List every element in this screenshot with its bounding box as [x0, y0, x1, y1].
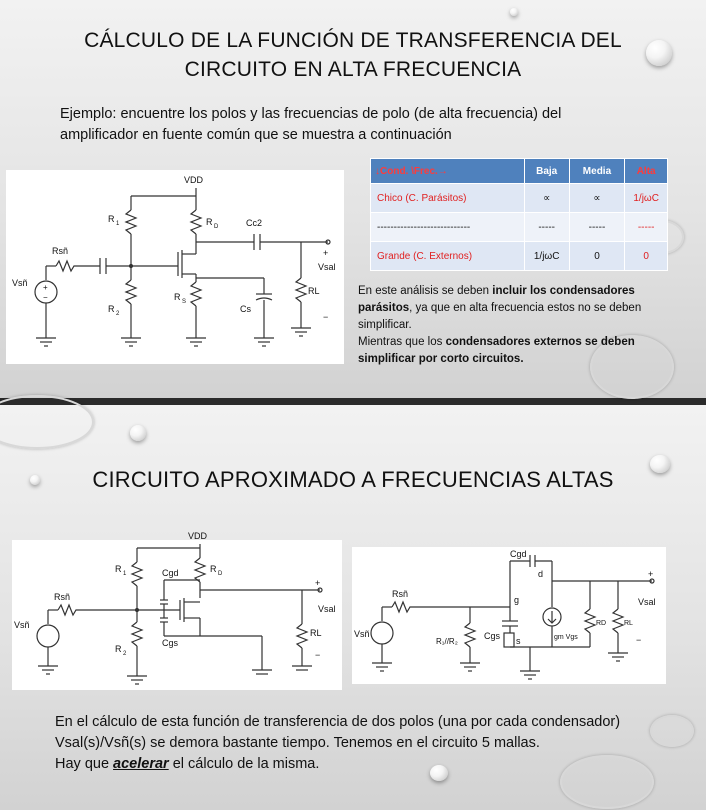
label-vdd: VDD [188, 531, 208, 541]
table-row [371, 213, 668, 242]
slide-1-title [60, 26, 646, 84]
label-cs: Cs [240, 304, 251, 314]
table-row [371, 184, 668, 213]
common-source-amplifier-circuit [6, 170, 344, 364]
label-rs-sub: S [182, 299, 187, 305]
note-paragraph-1 [358, 283, 688, 334]
note-p1-text-end: , ya que en alta frecuencia estos no se deben simplificar. [358, 302, 642, 331]
slide-2-title: CIRCUITO APROXIMADO A FRECUENCIAS ALTAS [92, 467, 614, 492]
label-rd-sub: D [218, 571, 223, 577]
conditions-table [370, 158, 668, 271]
table-cell: 0 [569, 242, 625, 271]
table-header: ↓Cond. \Frec.→ [371, 159, 525, 184]
label-vsal: Vsal [318, 604, 336, 614]
body-line2: Vsal(s)/Vsñ(s) se demora bastante tiempo. Tenemos en el circuito 5 mallas. [55, 735, 540, 751]
label-r1-sub: 1 [123, 571, 127, 577]
label-minus: − [323, 312, 329, 322]
note-paragraph-2 [358, 334, 688, 368]
note-p2-bold: condensadores externos se deben simplificar por corto circuitos. [358, 336, 635, 365]
label-vsn: Vsñ [14, 620, 30, 630]
label-rsn: Rsñ [54, 592, 71, 602]
label-source-plus: + [43, 283, 48, 292]
note-p2-text: Mientras que los [358, 336, 446, 348]
label-rl: RL [624, 620, 633, 627]
label-vsal: Vsal [318, 262, 336, 272]
label-cgs: Cgs [162, 638, 179, 648]
intro-line1: Ejemplo: encuentre los polos y las frecuencias de polo (de alta frecuencia) del [60, 106, 562, 122]
label-rd: R [206, 217, 213, 227]
label-r1-sub: 1 [116, 221, 120, 227]
slide-1 [0, 0, 706, 398]
label-d: d [538, 569, 544, 579]
label-minus: − [636, 635, 642, 645]
label-cgs: Cgs [484, 631, 501, 641]
ground-symbol [36, 328, 311, 346]
label-rs: R [174, 292, 181, 302]
water-drop-decoration [130, 425, 146, 441]
label-rsn: Rsñ [392, 589, 409, 599]
label-vsn: Vsñ [354, 629, 370, 639]
table-cell: ----- [625, 213, 668, 242]
label-r2: R [108, 304, 115, 314]
label-cc2: Cc2 [246, 218, 263, 228]
note-p1-bold: incluir los condensadores parásitos [358, 285, 635, 314]
label-plus: + [323, 248, 329, 258]
label-rd: R [210, 564, 217, 574]
label-rd-sub: D [214, 224, 219, 230]
table-cell: 1/jωC [524, 242, 569, 271]
label-vdd: VDD [184, 175, 204, 185]
table-cell: ----- [524, 213, 569, 242]
table-cell: ---------------------------- [371, 213, 525, 242]
table-cell: ----- [569, 213, 625, 242]
label-r2: R [115, 644, 122, 654]
table-cell: ∝ [524, 184, 569, 213]
label-plus: + [648, 569, 654, 579]
table-cell: Chico (C. Parásitos) [371, 184, 525, 213]
label-g: g [514, 595, 520, 605]
water-drop-decoration [510, 8, 518, 16]
water-drop-decoration [650, 455, 670, 473]
table-header: Baja [524, 159, 569, 184]
label-cgd: Cgd [510, 549, 527, 559]
high-frequency-approx-circuit [12, 531, 342, 690]
label-r1: R [115, 564, 122, 574]
label-r1-r2: R₁//R₂ [436, 637, 458, 646]
label-minus: − [315, 650, 321, 660]
table-cell: 0 [625, 242, 668, 271]
slide-1-title-line2: CIRCUITO EN ALTA FRECUENCIA [184, 58, 522, 81]
slide-1-intro [60, 104, 660, 146]
label-plus: + [315, 578, 321, 588]
label-source-minus: − [43, 293, 48, 302]
body-line1: En el cálculo de esta función de transferencia de dos polos (una por cada condensador) [55, 714, 621, 730]
water-drop-decoration [30, 475, 40, 485]
parasitic-capacitors-note [358, 283, 688, 368]
label-vsn: Vsñ [12, 278, 28, 288]
table-cell: Grande (C. Externos) [371, 242, 525, 271]
note-p1-text: En este análisis se deben [358, 285, 493, 297]
label-vsal: Vsal [638, 597, 656, 607]
small-signal-model-circuit [352, 547, 666, 684]
table-header: Alta [625, 159, 668, 184]
label-rl: RL [310, 628, 322, 638]
label-cgd: Cgd [162, 568, 179, 578]
intro-line2: amplificador en fuente común que se muestra a continuación [60, 127, 452, 143]
body-line3 [55, 754, 695, 775]
label-gm-vgs: gm Vgs [554, 634, 578, 641]
label-rd: RD [596, 620, 607, 627]
table-header-row [371, 159, 668, 184]
label-r1: R [108, 214, 115, 224]
table-row [371, 242, 668, 271]
label-rsn: Rsñ [52, 246, 69, 256]
water-ring-decoration [0, 395, 94, 449]
label-s: s [516, 636, 521, 646]
label-r2-sub: 2 [116, 311, 120, 317]
body-line3-end: el cálculo de la misma. [168, 756, 320, 772]
label-rl: RL [308, 286, 320, 296]
water-drop-decoration [646, 40, 672, 66]
slide-1-title-line1: CÁLCULO DE LA FUNCIÓN DE TRANSFERENCIA DEL [84, 29, 622, 52]
body-line3-emphasis: acelerar [113, 756, 169, 772]
slide-2-body [55, 712, 695, 775]
label-r2-sub: 2 [123, 651, 127, 657]
table-header: Media [569, 159, 625, 184]
table-cell: ∝ [569, 184, 625, 213]
body-line3-start: Hay que [55, 756, 114, 772]
table-cell: 1/jωC [625, 184, 668, 213]
